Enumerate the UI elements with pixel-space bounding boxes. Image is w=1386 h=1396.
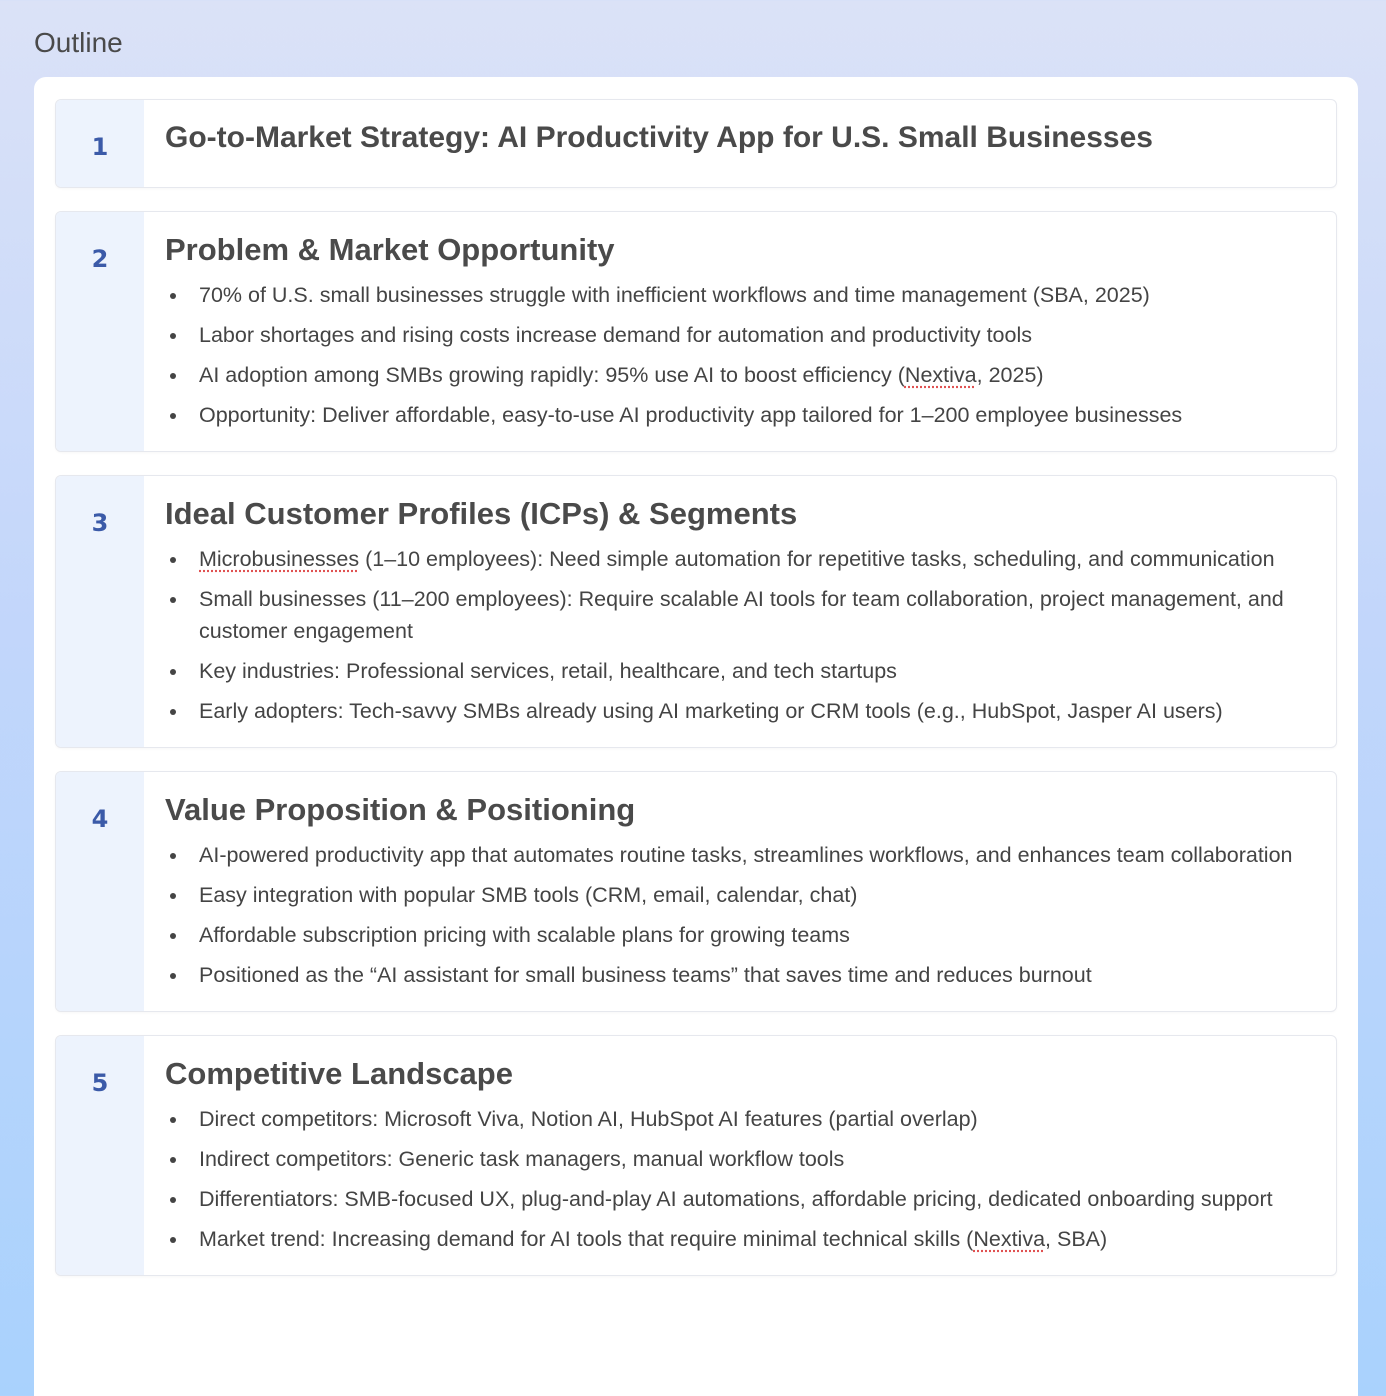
bullet-item[interactable]: AI adoption among SMBs growing rapidly: 95% use AI to boost efficiency (Nextiva, 2025) [165,359,1306,391]
bullet-item[interactable]: Opportunity: Deliver affordable, easy-to-use AI productivity app tailored for 1–200 employee businesses [165,399,1306,431]
bullet-item[interactable]: 70% of U.S. small businesses struggle with inefficient workflows and time management (SBA, 2025) [165,279,1306,311]
slide-number: 4 [56,772,144,1011]
bullet-item[interactable]: Direct competitors: Microsoft Viva, Notion AI, HubSpot AI features (partial overlap) [165,1103,1306,1135]
bullet-item[interactable]: Positioned as the “AI assistant for small business teams” that saves time and reduces burnout [165,959,1306,991]
slide-content [144,476,1336,747]
slide-content [144,212,1336,451]
slide-card-2[interactable] [55,211,1337,452]
bullet-item[interactable]: Affordable subscription pricing with scalable plans for growing teams [165,919,1306,951]
bullet-list [165,1103,1306,1255]
slide-title[interactable]: Competitive Landscape [165,1056,513,1091]
bullet-item[interactable]: Small businesses (11–200 employees): Require scalable AI tools for team collaboration, project management, and customer engagement [165,583,1306,647]
slide-title[interactable]: Problem & Market Opportunity [165,232,615,267]
slide-card-3[interactable] [55,475,1337,748]
bullet-item[interactable]: AI-powered productivity app that automates routine tasks, streamlines workflows, and enhances team collaboration [165,839,1306,871]
slide-content [144,772,1336,1011]
slide-card-4[interactable] [55,771,1337,1012]
bullet-list [165,279,1306,431]
bullet-item[interactable]: Indirect competitors: Generic task managers, manual workflow tools [165,1143,1306,1175]
bullet-item[interactable]: Market trend: Increasing demand for AI tools that require minimal technical skills (Nextiva, SBA) [165,1223,1306,1255]
slide-title[interactable]: Go-to-Market Strategy: AI Productivity App for U.S. Small Businesses [165,121,1153,154]
slide-number: 1 [56,100,144,187]
bullet-item[interactable]: Key industries: Professional services, retail, healthcare, and tech startups [165,655,1306,687]
slide-content [144,1036,1336,1275]
slide-title[interactable]: Ideal Customer Profiles (ICPs) & Segments [165,496,798,531]
bullet-item[interactable]: Differentiators: SMB-focused UX, plug-and-play AI automations, affordable pricing, dedicated onboarding support [165,1183,1306,1215]
slide-card-5[interactable] [55,1035,1337,1276]
slide-content [144,100,1336,187]
bullet-item[interactable]: Easy integration with popular SMB tools (CRM, email, calendar, chat) [165,879,1306,911]
slide-number: 2 [56,212,144,451]
outline-panel [34,77,1358,1396]
outline-heading: Outline [34,27,123,58]
bullet-list [165,543,1306,727]
slide-number: 5 [56,1036,144,1275]
slide-number: 3 [56,476,144,747]
slide-card-1[interactable] [55,99,1337,188]
bullet-item[interactable]: Early adopters: Tech-savvy SMBs already using AI marketing or CRM tools (e.g., HubSpot, Jasper AI users) [165,695,1306,727]
bullet-item[interactable]: Labor shortages and rising costs increase demand for automation and productivity tools [165,319,1306,351]
bullet-list [165,839,1306,991]
bullet-item[interactable]: Microbusinesses (1–10 employees): Need simple automation for repetitive tasks, scheduling, and communication [165,543,1306,575]
slide-title[interactable]: Value Proposition & Positioning [165,792,636,827]
